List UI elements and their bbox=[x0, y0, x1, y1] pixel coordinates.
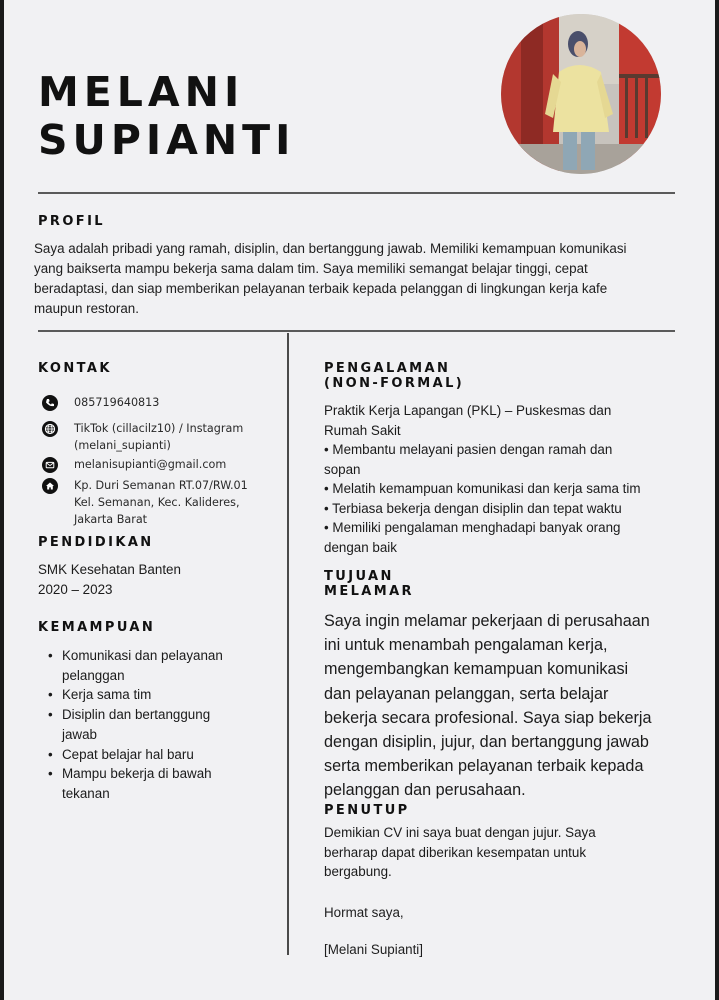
experience-line: • Membantu melayani pasien dengan ramah dan bbox=[324, 442, 613, 457]
phone-icon bbox=[42, 395, 58, 411]
profile-heading: PROFIL bbox=[38, 214, 105, 229]
experience-heading-line: PENGALAMAN bbox=[324, 361, 451, 376]
skill-text: tekanan bbox=[62, 785, 110, 801]
email-icon bbox=[42, 457, 58, 473]
objective-line: bekerja secara profesional. Saya siap bekerja bbox=[324, 708, 652, 727]
profile-divider bbox=[38, 330, 675, 332]
globe-icon bbox=[42, 421, 58, 437]
profile-line: maupun restoran. bbox=[34, 301, 139, 316]
experience-heading-line: (NON-FORMAL) bbox=[324, 376, 465, 391]
objective-text bbox=[324, 609, 684, 803]
contact-social bbox=[42, 420, 243, 454]
closing-text bbox=[324, 823, 654, 882]
social-handle: (melani_supianti) bbox=[74, 439, 171, 452]
objective-heading-line: TUJUAN bbox=[324, 569, 394, 584]
last-name: SUPIANTI bbox=[38, 116, 296, 164]
profile-photo bbox=[501, 14, 661, 174]
address-line: Kp. Duri Semanan RT.07/RW.01 bbox=[74, 479, 248, 492]
education-school: SMK Kesehatan Banten bbox=[38, 562, 181, 577]
closing-line: Demikian CV ini saya buat dengan jujur. Saya bbox=[324, 825, 596, 840]
first-name: MELANI bbox=[38, 68, 245, 116]
profile-text bbox=[34, 239, 694, 319]
closing-heading: PENUTUP bbox=[324, 803, 410, 818]
signature: [Melani Supianti] bbox=[324, 942, 423, 957]
closing-regards: Hormat saya, bbox=[324, 905, 404, 920]
skill-text: • Mampu bekerja di bawah bbox=[62, 766, 212, 782]
objective-line: dengan disiplin, jujur, dan bertanggung jawab bbox=[324, 733, 649, 752]
address-line: Kel. Semanan, Kec. Kalideres, bbox=[74, 496, 240, 509]
experience-list bbox=[324, 401, 684, 557]
experience-line: • Melatih kemampuan komunikasi dan kerja sama tim bbox=[324, 481, 641, 496]
skill-text: jawab bbox=[62, 726, 97, 742]
skills-heading: KEMAMPUAN bbox=[38, 620, 156, 635]
closing-line: bergabung. bbox=[324, 864, 392, 879]
candidate-name bbox=[38, 68, 295, 164]
experience-line: sopan bbox=[324, 461, 361, 477]
email-address: melanisupianti@gmail.com bbox=[74, 458, 227, 471]
objective-line: serta memberikan pelayanan terbaik kepada bbox=[324, 757, 644, 776]
phone-number: 085719640813 bbox=[74, 396, 160, 409]
education-years: 2020 – 2023 bbox=[38, 582, 113, 597]
skill-text: • Cepat belajar hal baru bbox=[62, 746, 194, 762]
education-heading: PENDIDIKAN bbox=[38, 535, 154, 550]
cv-page bbox=[4, 0, 715, 1000]
profile-line: beradaptasi, dan siap memberikan pelayanan terbaik kepada pelanggan di lingkungan kerja kafe bbox=[34, 281, 608, 296]
experience-line: • Memiliki pengalaman menghadapi banyak orang bbox=[324, 520, 621, 535]
objective-line: ini untuk menambah pengalaman kerja, bbox=[324, 636, 608, 655]
skill-text: • Kerja sama tim bbox=[62, 687, 152, 703]
objective-heading bbox=[324, 569, 414, 599]
profile-line: Saya adalah pribadi yang ramah, disiplin, dan bertanggung jawab. Memiliki kemampuan komunikasi bbox=[34, 241, 627, 256]
profile-line: yang baikserta mampu bekerja sama dalam tim. Saya memiliki semangat belajar tinggi, cepat bbox=[34, 261, 588, 276]
objective-line: mengembangkan kemampuan komunikasi bbox=[324, 660, 629, 679]
column-divider bbox=[287, 333, 289, 955]
skill-item bbox=[44, 764, 264, 803]
skill-text: pelanggan bbox=[62, 667, 125, 683]
home-icon bbox=[42, 478, 58, 494]
objective-heading-line: MELAMAR bbox=[324, 584, 414, 599]
closing-line: berharap dapat diberikan kesempatan untuk bbox=[324, 844, 587, 860]
skills-list bbox=[44, 646, 264, 804]
objective-line: dan pelayanan pelanggan, serta belajar bbox=[324, 684, 609, 703]
experience-line: dengan baik bbox=[324, 539, 397, 555]
objective-line: pelanggan dan perusahaan. bbox=[324, 781, 526, 800]
address-line: Jakarta Barat bbox=[74, 513, 148, 526]
contact-heading: KONTAK bbox=[38, 361, 112, 376]
experience-line: Praktik Kerja Lapangan (PKL) – Puskesmas dan bbox=[324, 403, 612, 418]
skill-item bbox=[44, 705, 264, 744]
skill-item bbox=[44, 745, 264, 765]
header-divider bbox=[38, 192, 675, 194]
experience-line: • Terbiasa bekerja dengan disiplin dan tepat waktu bbox=[324, 500, 622, 516]
social-handle: TikTok (cillacilz10) / Instagram bbox=[74, 422, 244, 435]
skill-text: • Disiplin dan bertanggung bbox=[62, 707, 211, 723]
skill-item bbox=[44, 646, 264, 685]
skill-text: • Komunikasi dan pelayanan bbox=[62, 648, 223, 663]
contact-address bbox=[42, 477, 248, 528]
objective-line: Saya ingin melamar pekerjaan di perusahaan bbox=[324, 612, 650, 630]
contact-email bbox=[42, 456, 226, 473]
experience-heading bbox=[324, 361, 464, 391]
contact-phone bbox=[42, 394, 159, 411]
experience-line: Rumah Sakit bbox=[324, 422, 401, 438]
skill-item bbox=[44, 685, 264, 705]
